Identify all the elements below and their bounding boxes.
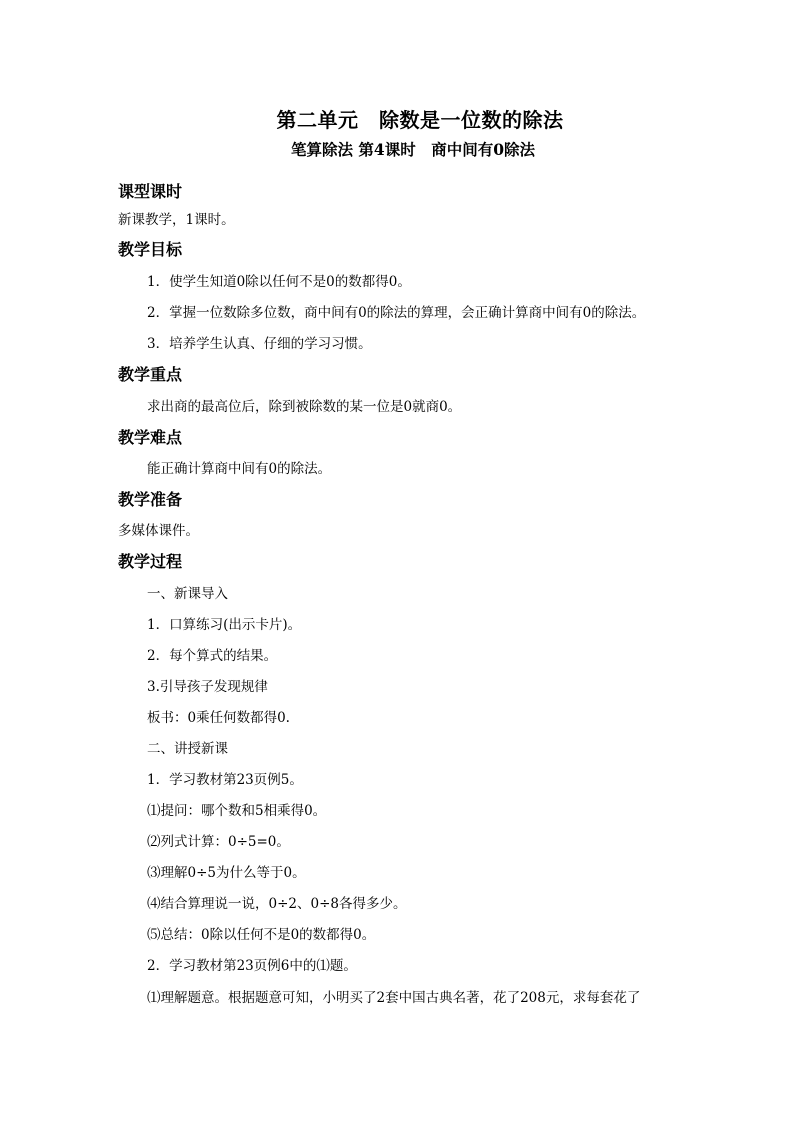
process-line: ⑴提问：哪个数和5相乘得0。 bbox=[147, 803, 327, 819]
process-line: ⑶理解0÷5为什么等于0。 bbox=[147, 865, 306, 881]
process-line: ⑷结合算理说一说，0÷2、0÷8各得多少。 bbox=[147, 896, 407, 912]
process-line: ⑴理解题意。根据题意可知，小明买了2套中国古典名著，花了208元，求每套花了 bbox=[147, 990, 641, 1006]
process-line: 二、讲授新课 bbox=[147, 741, 228, 757]
process-line: 1．口算练习(出示卡片)。 bbox=[147, 617, 302, 633]
lesson-type-text: 新课教学，1课时。 bbox=[118, 212, 235, 228]
heading-lesson-type: 课型课时 bbox=[118, 182, 183, 201]
heading-preparation: 教学准备 bbox=[118, 490, 183, 509]
heading-process: 教学过程 bbox=[118, 552, 183, 571]
process-line: 一、新课导入 bbox=[147, 586, 228, 602]
document-title: 第二单元 除数是一位数的除法 bbox=[276, 108, 564, 132]
objective-item: 3．培养学生认真、仔细的学习习惯。 bbox=[147, 336, 372, 352]
process-line: ⑵列式计算：0÷5=0。 bbox=[147, 834, 290, 850]
objective-item: 1．使学生知道0除以任何不是0的数都得0。 bbox=[147, 274, 411, 290]
process-line: ⑸总结：0除以任何不是0的数都得0。 bbox=[147, 927, 376, 943]
process-line: 2．学习教材第23页例6中的⑴题。 bbox=[147, 958, 357, 974]
heading-objectives: 教学目标 bbox=[118, 240, 183, 259]
key-points-text: 求出商的最高位后，除到被除数的某一位是0就商0。 bbox=[147, 399, 462, 415]
heading-key-points: 教学重点 bbox=[118, 365, 183, 384]
preparation-text: 多媒体课件。 bbox=[118, 523, 199, 539]
process-line: 2．每个算式的结果。 bbox=[147, 648, 278, 664]
document-subtitle: 笔算除法 第4课时 商中间有0除法 bbox=[291, 140, 535, 159]
heading-difficulties: 教学难点 bbox=[118, 428, 183, 447]
process-line: 1．学习教材第23页例5。 bbox=[147, 772, 303, 788]
process-line: 板书：0乘任何数都得0. bbox=[147, 710, 290, 726]
difficulties-text: 能正确计算商中间有0的除法。 bbox=[147, 461, 332, 477]
process-line: 3.引导孩子发现规律 bbox=[147, 679, 268, 695]
objective-item: 2．掌握一位数除多位数，商中间有0的除法的算理，会正确计算商中间有0的除法。 bbox=[147, 305, 646, 321]
